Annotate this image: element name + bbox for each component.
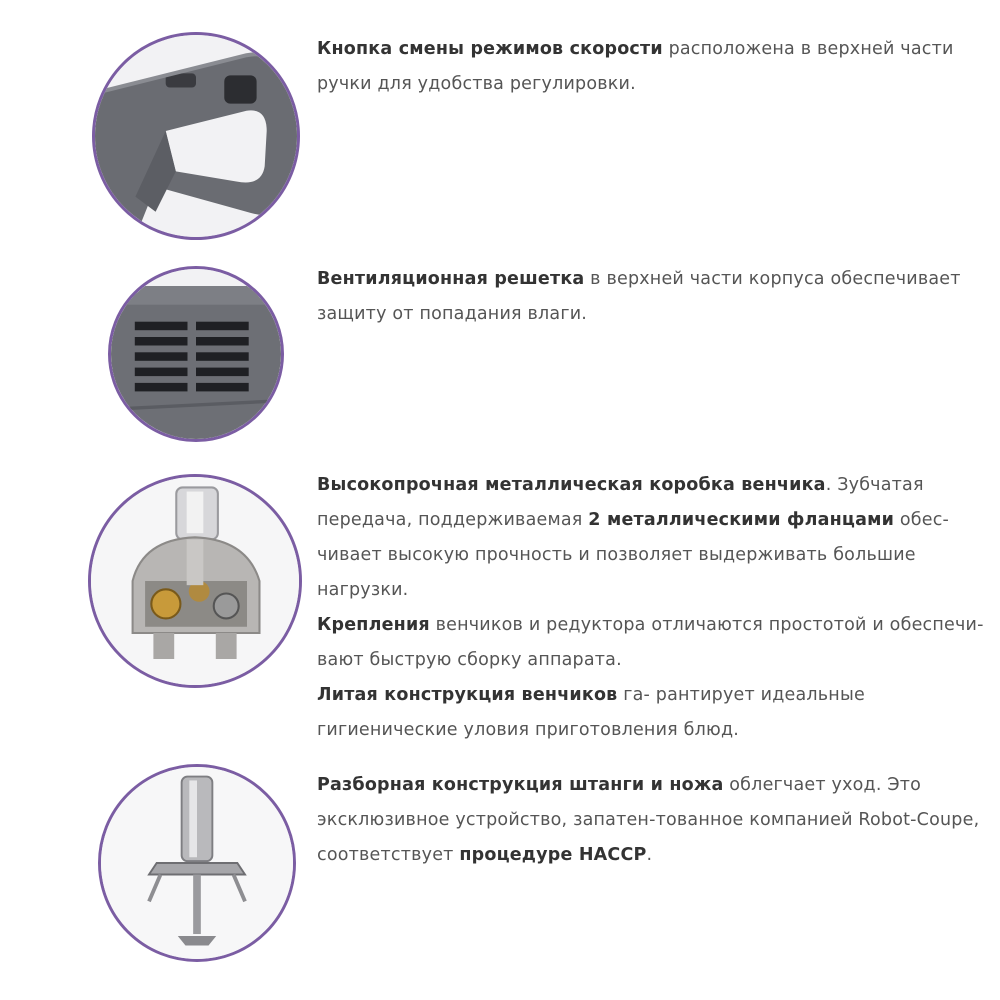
feature-paragraph: Крепления венчиков и редуктора отличаются простотой и обеспечи-вают быструю сборку аппарата. — [317, 615, 984, 670]
shaft-blade-icon — [101, 767, 293, 959]
feature-paragraph: Кнопка смены режимов скорости расположена в верхней части ручки для удобства регулировки. — [317, 39, 954, 94]
feature-shaft — [317, 768, 987, 873]
feature-paragraph: Разборная конструкция штанги и ножа облегчает уход. Это эксклюзивное устройство, запатен-тованное компанией Robot-Coupe, соответствует процедуре HACCP. — [317, 775, 980, 865]
feature-paragraph: Вентиляционная решетка в верхней части корпуса обеспечивает защиту от попадания влаги. — [317, 269, 961, 324]
shaft-blade-image — [98, 764, 296, 962]
feature-speed-button — [317, 32, 987, 102]
feature-paragraph: Высокопрочная металлическая коробка венчика. Зубчатая передача, поддерживаемая 2 металлическими фланцами обес- чивает высокую прочность и позволяет выдерживать большие нагрузки. — [317, 475, 950, 600]
speed-button-image — [92, 32, 300, 240]
feature-paragraph: Литая конструкция венчиков га- рантирует идеальные гигиенические уловия приготовления блюд. — [317, 685, 865, 740]
feature-gearbox — [317, 468, 987, 748]
gearbox-icon — [91, 477, 299, 685]
handle-button-icon — [95, 35, 297, 237]
ventilation-grille-image — [108, 266, 284, 442]
feature-ventilation — [317, 262, 987, 332]
grille-icon — [111, 269, 281, 439]
whisk-gearbox-image — [88, 474, 302, 688]
